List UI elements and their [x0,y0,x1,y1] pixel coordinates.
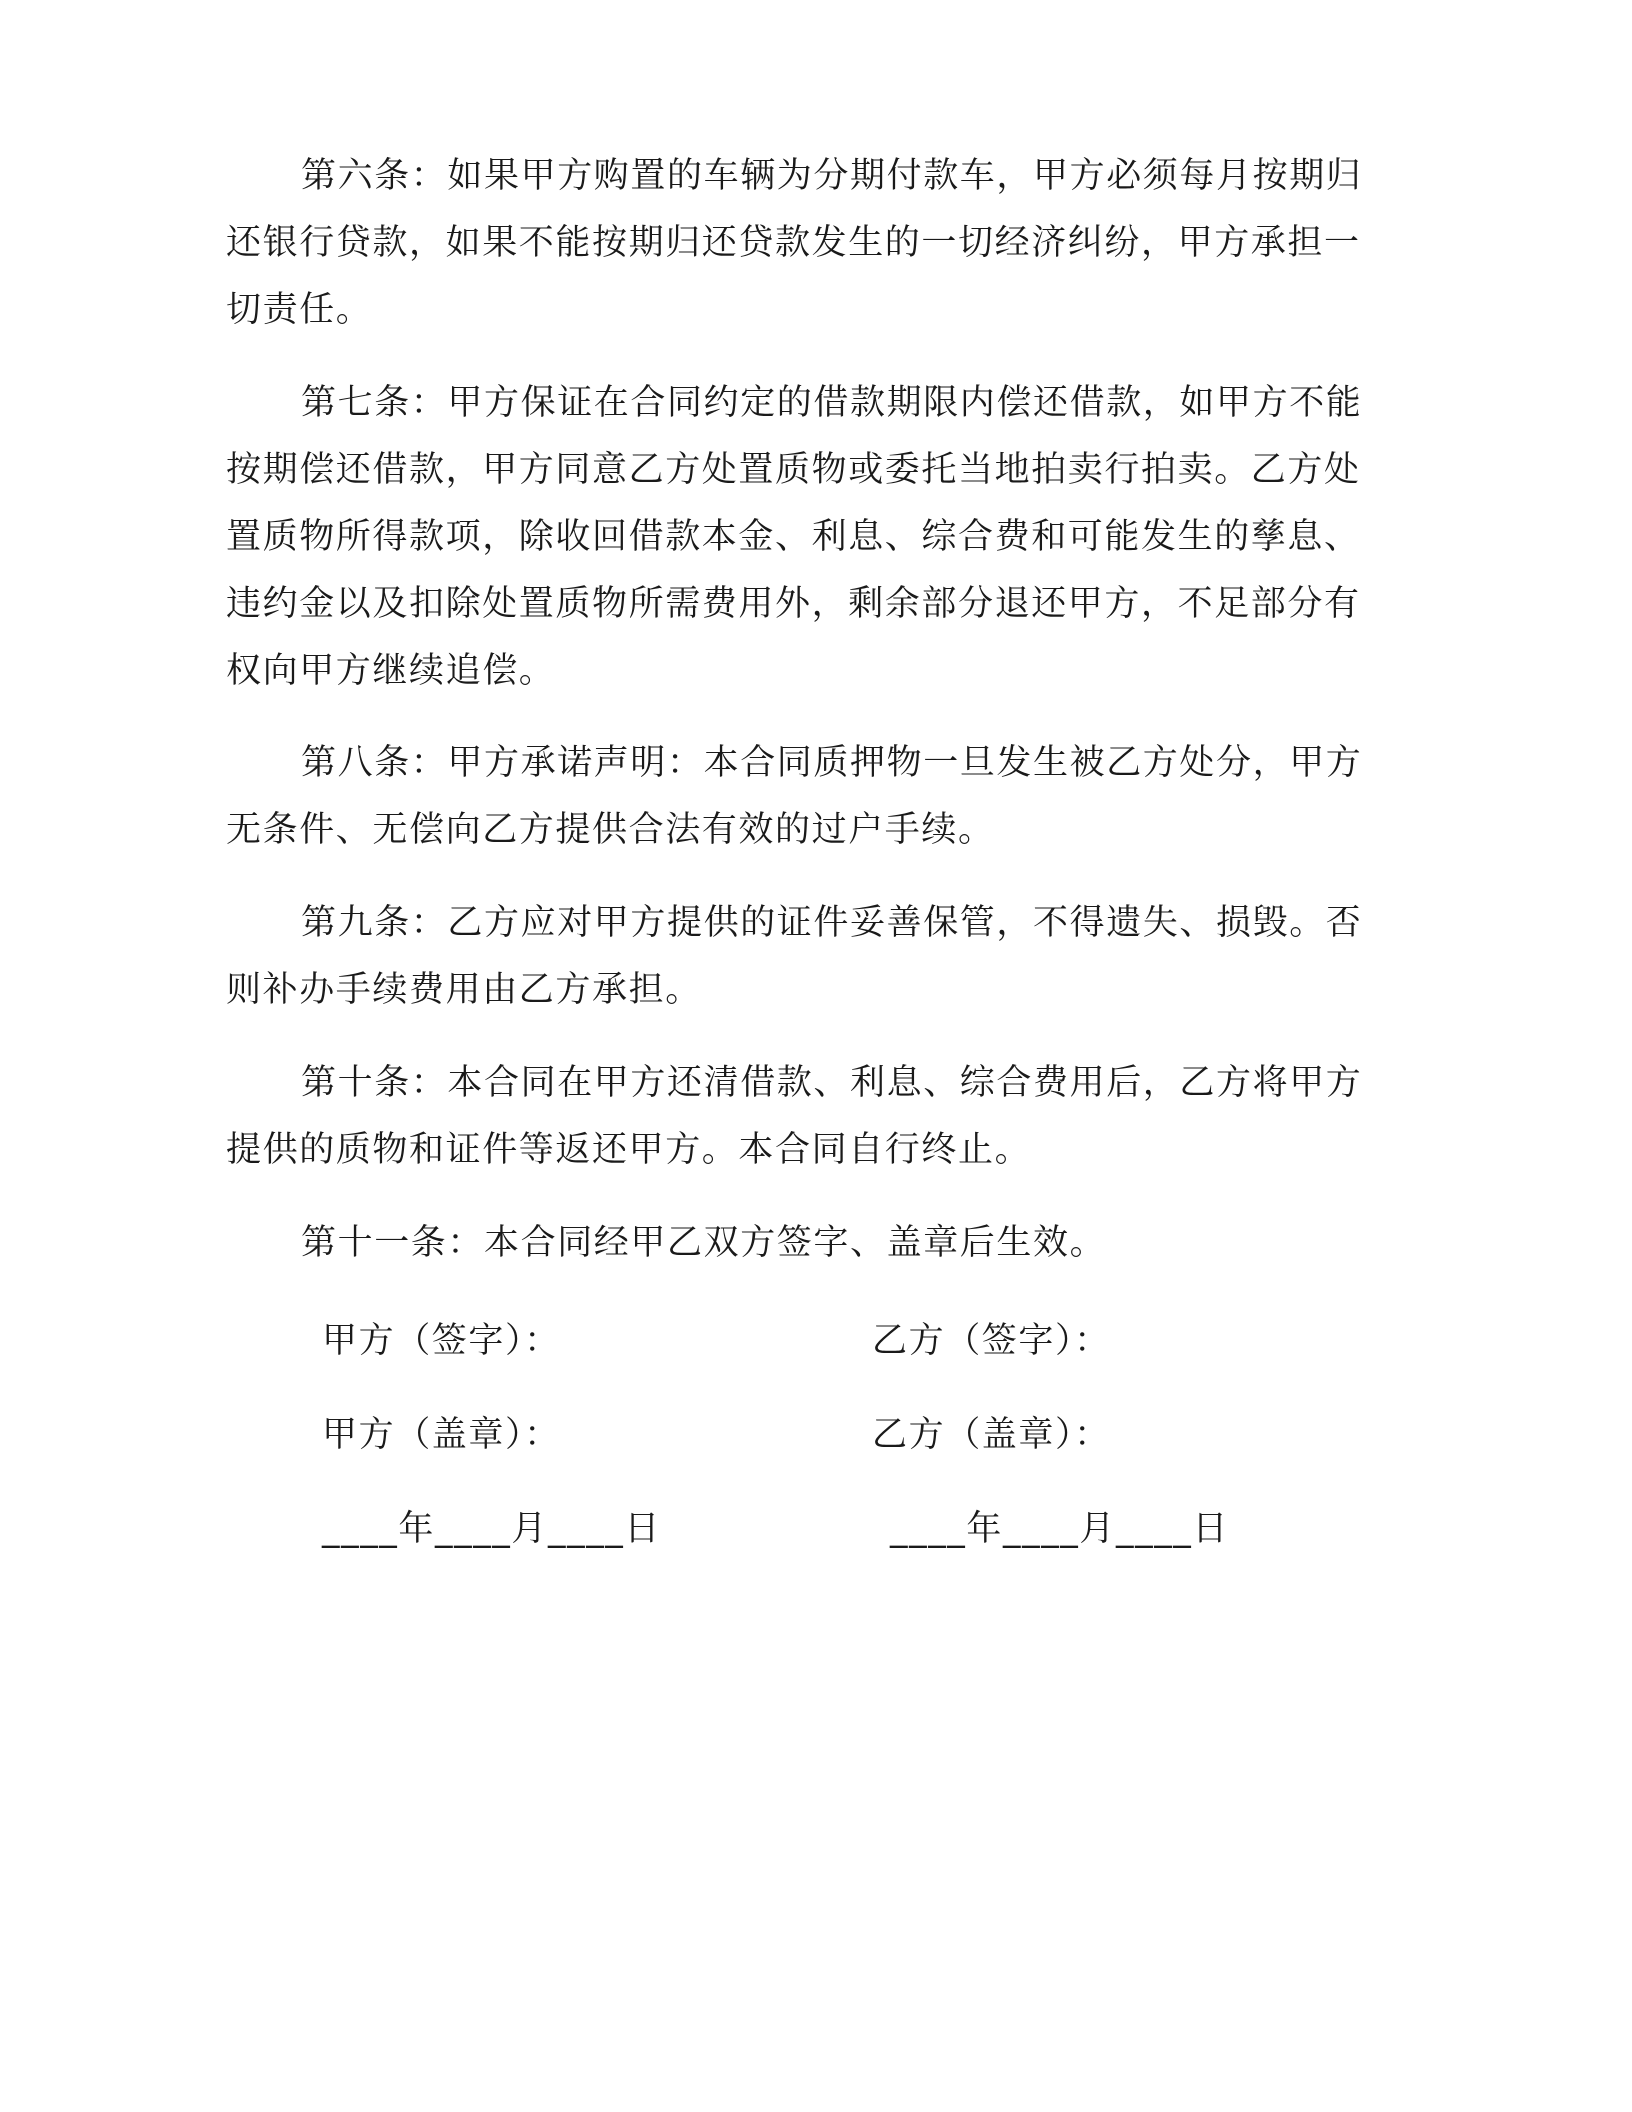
article-10-line-1: 第十条：本合同在甲方还清借款、利息、综合费用后，乙方将甲方 [301,1063,1363,1103]
article-7-line-2: 按期偿还借款，甲方同意乙方处置质物或委托当地拍卖行拍卖。乙方处 [226,450,1361,490]
article-9-line-2: 则补办手续费用由乙方承担。 [226,970,702,1010]
party-a-signature-label: 甲方（签字）： [322,1321,561,1361]
article-6-line-3: 切责任。 [226,290,373,330]
article-7-line-1: 第七条：甲方保证在合同约定的借款期限内偿还借款，如甲方不能 [301,383,1363,423]
article-6-line-2: 还银行贷款，如果不能按期归还贷款发生的一切经济纠纷，甲方承担一 [226,223,1361,263]
article-10-line-2: 提供的质物和证件等返还甲方。本合同自行终止。 [226,1130,1032,1170]
article-11 [226,1210,1396,1277]
party-a-date-line: ____年____月____日 [322,1509,662,1549]
article-6 [226,143,1396,344]
article-8-line-1: 第八条：甲方承诺声明：本合同质押物一旦发生被乙方处分，甲方 [301,743,1363,783]
party-b-seal-label: 乙方（盖章）： [872,1415,1111,1455]
article-11-line-1: 第十一条：本合同经甲乙双方签字、盖章后生效。 [301,1223,1107,1263]
article-7-line-4: 违约金以及扣除处置质物所需费用外，剩余部分退还甲方，不足部分有 [226,584,1361,624]
article-8 [226,730,1396,864]
party-a-seal-label: 甲方（盖章）： [322,1415,561,1455]
article-7-line-5: 权向甲方继续追偿。 [226,651,556,691]
party-b-date-line: ____年____月____日 [890,1509,1230,1549]
article-8-line-2: 无条件、无偿向乙方提供合法有效的过户手续。 [226,810,995,850]
article-6-line-1: 第六条：如果甲方购置的车辆为分期付款车，甲方必须每月按期归 [301,156,1363,196]
article-10 [226,1050,1396,1184]
article-9-line-1: 第九条：乙方应对甲方提供的证件妥善保管，不得遗失、损毁。否 [301,903,1363,943]
article-9 [226,890,1396,1024]
party-b-signature-label: 乙方（签字）： [872,1321,1111,1361]
article-7 [226,370,1396,705]
article-7-line-3: 置质物所得款项，除收回借款本金、利息、综合费和可能发生的孳息、 [226,517,1361,557]
